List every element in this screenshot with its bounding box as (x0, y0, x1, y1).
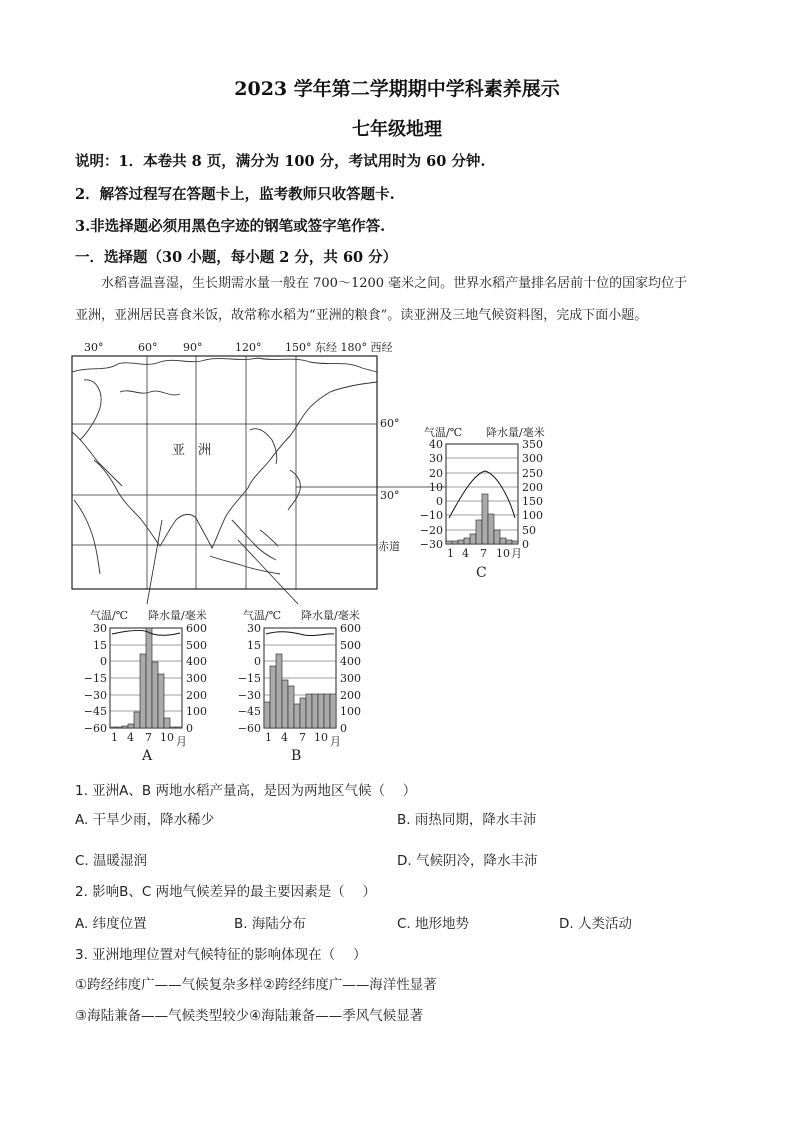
chart-b-precip-tick: 200 (340, 689, 361, 702)
instruction-3: 3.非选择题必须用黑色字迹的钢笔或签字笔作答. (75, 218, 386, 235)
question-2-stem: 2. 影响B、C 两地气候差异的最主要因素是（ ） (75, 884, 376, 900)
chart-b-temp-tick: −45 (237, 705, 261, 718)
chart-a-temp-tick: −30 (83, 689, 107, 702)
chart-c-precip-label: 降水量/毫米 (486, 426, 545, 439)
lat-label-30: 30° (380, 489, 400, 502)
chart-a-month-unit: 月 (176, 735, 187, 748)
lon-label-30: 30° (84, 341, 104, 354)
question-3-stem: 3. 亚洲地理位置对气候特征的影响体现在（ ） (75, 947, 367, 963)
chart-a-precip-tick: 300 (186, 672, 207, 685)
chart-c-temp-tick: 0 (436, 495, 443, 508)
question-3-options-line-1: ①跨经纬度广——气候复杂多样②跨经纬度广——海洋性显著 (75, 977, 437, 993)
chart-c-temp-tick: −10 (419, 509, 443, 522)
exam-title: 2023 学年第二学期期中学科素养展示 (234, 78, 560, 100)
chart-a-month-tick: 7 (145, 731, 152, 744)
chart-b-month-unit: 月 (330, 735, 341, 748)
intro-line-1: 水稻喜温喜湿，生长期需水量一般在 700～1200 毫米之间。世界水稻产量排名居前十位的国家均位于 (101, 276, 688, 291)
climate-chart-b (238, 608, 361, 764)
lon-label-120: 120° (235, 341, 262, 354)
question-1-option-b: B. 雨热同期，降水丰沛 (397, 812, 537, 828)
chart-a-month-tick: 1 (111, 731, 118, 744)
chart-c-precip-tick: 350 (522, 438, 543, 451)
chart-a-temp-tick: 30 (93, 622, 107, 635)
chart-c-month-tick: 10 (496, 547, 510, 560)
chart-b-temp-tick: 15 (247, 639, 261, 652)
chart-a-month-tick: 4 (127, 731, 134, 744)
chart-c-precip-tick: 300 (522, 452, 543, 465)
chart-b-precip-tick: 400 (340, 655, 361, 668)
map-region-label: 亚 洲 (172, 443, 212, 458)
chart-c-temp-label: 气温/℃ (424, 426, 463, 439)
question-2-option-d: D. 人类活动 (559, 916, 632, 932)
chart-b-precip-label: 降水量/毫米 (301, 609, 360, 622)
chart-c-precip-tick: 50 (522, 524, 536, 537)
question-2-option-c: C. 地形地势 (397, 916, 470, 932)
chart-a-temp-tick: −45 (83, 705, 107, 718)
chart-c-month-tick: 4 (462, 547, 469, 560)
lat-label-60: 60° (380, 417, 400, 430)
chart-c-temp-tick: −20 (419, 524, 443, 537)
chart-a-month-tick: 10 (160, 731, 174, 744)
chart-b-precip-tick: 0 (340, 722, 347, 735)
instruction-2: 2．解答过程写在答题卡上，监考教师只收答题卡. (75, 186, 395, 203)
chart-b-temp-tick: 0 (254, 655, 261, 668)
chart-c-temp-tick: 20 (429, 467, 443, 480)
chart-c-precip-tick: 250 (522, 467, 543, 480)
chart-a-label: A (142, 748, 153, 764)
exam-subtitle: 七年级地理 (352, 119, 442, 140)
chart-a-precip-label: 降水量/毫米 (148, 609, 207, 622)
chart-b-temp-tick: −15 (237, 672, 261, 685)
lon-label-150-180: 150° 东经 180° 西经 (285, 341, 393, 354)
chart-a-precip-tick: 400 (186, 655, 207, 668)
chart-c-temp-tick: 10 (429, 481, 443, 494)
chart-a-temp-tick: −60 (83, 722, 107, 735)
question-1-stem: 1. 亚洲A、B 两地水稻产量高，是因为两地区气候（ ） (75, 783, 417, 799)
chart-a-temp-tick: −15 (83, 672, 107, 685)
section-heading: 一．选择题（30 小题，每小题 2 分，共 60 分） (75, 249, 398, 266)
chart-a-precip-tick: 500 (186, 639, 207, 652)
chart-b-temp-label: 气温/℃ (243, 609, 282, 622)
chart-b-temp-tick: −30 (237, 689, 261, 702)
chart-c-precip-tick: 150 (522, 495, 543, 508)
chart-b-temp-tick: 30 (247, 622, 261, 635)
chart-b-month-tick: 4 (281, 731, 288, 744)
chart-c-label: C (476, 565, 487, 581)
chart-a-precip-tick: 100 (186, 705, 207, 718)
chart-a-precip-tick: 200 (186, 689, 207, 702)
intro-paragraph (75, 268, 725, 332)
question-1-option-a: A. 干旱少雨，降水稀少 (75, 812, 215, 828)
question-2-option-a: A. 纬度位置 (75, 916, 147, 932)
climate-chart-a (84, 608, 207, 764)
chart-c-precip-tick: 0 (522, 538, 529, 551)
chart-c-month-unit: 月 (511, 547, 522, 560)
chart-b-precip-tick: 300 (340, 672, 361, 685)
climate-chart-c (420, 425, 545, 581)
chart-b-precip-tick: 600 (340, 622, 361, 635)
lon-label-60: 60° (138, 341, 158, 354)
chart-b-temp-tick: −60 (237, 722, 261, 735)
asia-map (72, 356, 446, 604)
chart-b-precip-tick: 500 (340, 639, 361, 652)
question-1-option-d: D. 气候阴冷，降水丰沛 (397, 853, 538, 869)
question-3-options-line-2: ③海陆兼备——气候类型较少④海陆兼备——季风气候显著 (75, 1008, 424, 1024)
instruction-1: 说明：1．本卷共 8 页，满分为 100 分，考试用时为 60 分钟. (75, 153, 486, 170)
chart-a-temp-tick: 0 (100, 655, 107, 668)
chart-c-temp-tick: 30 (429, 452, 443, 465)
chart-a-precip-tick: 0 (186, 722, 193, 735)
chart-c-month-tick: 1 (447, 547, 454, 560)
question-2-option-b: B. 海陆分布 (234, 916, 306, 932)
chart-c-precip-tick: 100 (522, 509, 543, 522)
lon-label-90: 90° (183, 341, 203, 354)
lat-label-equator: 赤道 (378, 540, 400, 553)
chart-b-precip-tick: 100 (340, 705, 361, 718)
map-longitude-labels (84, 341, 392, 354)
chart-c-month-tick: 7 (480, 547, 487, 560)
question-1-option-c: C. 温暖湿润 (75, 853, 148, 869)
chart-a-precip-tick: 600 (186, 622, 207, 635)
intro-line-2: 亚洲，亚洲居民喜食米饭，故常称水稻为“亚洲的粮食”。读亚洲及三地气候资料图，完成下面小题。 (75, 308, 648, 323)
asia-climate-figure (0, 335, 794, 765)
chart-c-temp-tick: 40 (429, 438, 443, 451)
chart-b-month-tick: 10 (314, 731, 328, 744)
chart-b-month-tick: 1 (265, 731, 272, 744)
chart-a-temp-label: 气温/℃ (90, 609, 129, 622)
chart-b-label: B (291, 748, 302, 764)
chart-a-temp-tick: 15 (93, 639, 107, 652)
chart-c-precip-tick: 200 (522, 481, 543, 494)
chart-b-month-tick: 7 (299, 731, 306, 744)
chart-c-temp-tick: −30 (419, 538, 443, 551)
